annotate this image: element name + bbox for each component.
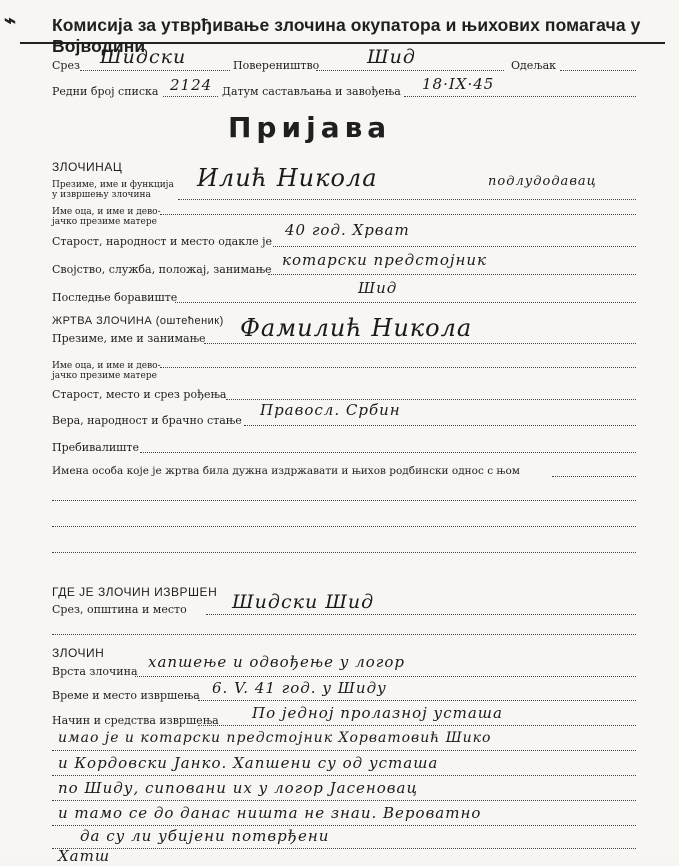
perpetrator-age-label: Старост, народност и место одакле је bbox=[52, 235, 272, 248]
odeljak-label: Одељак bbox=[511, 59, 557, 72]
srez-value: Шидски bbox=[100, 46, 187, 68]
crime-type-label: Врста злочина bbox=[52, 665, 138, 678]
victim-name-line bbox=[204, 343, 636, 344]
crime-time-label: Време и место извршења bbox=[52, 689, 200, 702]
perpetrator-status-label: Својство, служба, положај, занимање bbox=[52, 263, 272, 276]
victim-parents-label-2: јачко презиме матере bbox=[52, 371, 157, 381]
victim-religion-value: Правосл. Србин bbox=[260, 401, 401, 419]
victim-parents-label-1: Име оца, и име и дево- bbox=[52, 361, 161, 371]
form-title: Пријава bbox=[228, 111, 392, 144]
crime-method-line: и тамо се до данас ништа не знаи. Вероватно bbox=[58, 804, 482, 822]
victim-dependents-line-1 bbox=[52, 500, 636, 501]
redni-broj-label: Редни број списка bbox=[52, 85, 159, 98]
crime-method-line: и Кордовски Јанко. Хапшени су од усташа bbox=[58, 754, 439, 772]
crime-method-line-0 bbox=[198, 725, 636, 726]
perpetrator-age-value: 40 год. Хрват bbox=[285, 221, 410, 239]
crime-method-line: имао је и котарски предстојник Хорватовић Шико bbox=[58, 730, 492, 746]
victim-dependents-line-3 bbox=[52, 552, 636, 553]
redni-broj-value: 2124 bbox=[170, 76, 213, 94]
poverenistvo-line bbox=[316, 70, 504, 71]
crime-method-line-5 bbox=[52, 848, 636, 849]
crime-method-line: да су ли убијени потврђени bbox=[80, 827, 330, 845]
victim-name-label: Презиме, име и занимање bbox=[52, 332, 206, 345]
handwritten-mark: ⌁ bbox=[4, 10, 17, 32]
perpetrator-residence-label: Последње боравиште bbox=[52, 291, 178, 304]
datum-value: 18·IX·45 bbox=[422, 75, 495, 93]
victim-birth-label: Старост, место и срез рођења bbox=[52, 388, 227, 401]
crime-type-value: хапшење и одвођење у логор bbox=[148, 653, 405, 671]
location-place-label: Срез, општина и место bbox=[52, 603, 187, 616]
crime-method-line: Хатш bbox=[58, 847, 111, 865]
crime-heading: ЗЛОЧИН bbox=[52, 646, 105, 660]
victim-residence-line bbox=[140, 452, 636, 453]
victim-dependents-line-0 bbox=[552, 476, 636, 477]
redni-broj-line bbox=[163, 96, 218, 97]
perpetrator-name-value: Илић Никола bbox=[197, 164, 378, 192]
crime-time-value: 6. V. 41 год. у Шиду bbox=[212, 679, 387, 697]
location-place-line bbox=[206, 614, 636, 615]
victim-name-value: Фамилић Никола bbox=[240, 314, 473, 342]
perpetrator-status-line bbox=[268, 274, 636, 275]
victim-religion-line bbox=[244, 425, 636, 426]
perpetrator-age-line bbox=[273, 246, 636, 247]
commission-title: Комисија за утврђивање злочина окупатора и њихових помагача у Војводини bbox=[52, 15, 641, 56]
crime-method-line: По једној пролазној усташа bbox=[252, 704, 503, 722]
crime-method-label: Начин и средства извршења bbox=[52, 714, 219, 727]
form-header bbox=[20, 6, 665, 56]
crime-type-line bbox=[135, 676, 636, 677]
poverenistvo-value: Шид bbox=[367, 46, 416, 68]
crime-method-line-1 bbox=[52, 750, 636, 751]
perpetrator-name-label-2: у извршењу злочина bbox=[52, 190, 151, 200]
perpetrator-function-value: подлудодавац bbox=[488, 174, 597, 189]
perpetrator-parents-label-2: јачко презиме матере bbox=[52, 217, 157, 227]
crime-method-line-3 bbox=[52, 800, 636, 801]
crime-method-line: по Шиду, сиповани их у логор Јасеновац bbox=[58, 779, 418, 797]
odeljak-line bbox=[560, 70, 636, 71]
perpetrator-heading: ЗЛОЧИНАЦ bbox=[52, 160, 123, 174]
victim-dependents-line-2 bbox=[52, 526, 636, 527]
perpetrator-name-line bbox=[178, 199, 636, 200]
perpetrator-residence-line bbox=[175, 302, 636, 303]
crime-method-line-2 bbox=[52, 775, 636, 776]
perpetrator-parents-line bbox=[160, 214, 636, 215]
datum-line bbox=[404, 96, 636, 97]
perpetrator-status-value: котарски предстојник bbox=[282, 251, 487, 269]
poverenistvo-label: Повереништво bbox=[233, 59, 320, 72]
perpetrator-parents-label-1: Име оца, и име и дево- bbox=[52, 207, 161, 217]
victim-heading: ЖРТВА ЗЛОЧИНА (оштећеник) bbox=[52, 315, 224, 327]
location-extra-line bbox=[52, 634, 636, 635]
srez-label: Срез bbox=[52, 59, 80, 72]
victim-religion-label: Вера, народност и брачно стање bbox=[52, 414, 242, 427]
perpetrator-name-label-1: Презиме, име и функција bbox=[52, 180, 174, 190]
victim-parents-line bbox=[160, 367, 636, 368]
datum-label: Датум састављања и завођења bbox=[222, 85, 401, 98]
location-place-value: Шидски Шид bbox=[232, 591, 375, 613]
location-heading: ГДЕ ЈЕ ЗЛОЧИН ИЗВРШЕН bbox=[52, 585, 218, 599]
victim-residence-label: Пребивалиште bbox=[52, 441, 139, 454]
victim-dependents-label: Имена особа које је жртва била дужна издржавати и њихов родбински однос с њом bbox=[52, 465, 520, 477]
srez-line bbox=[80, 70, 230, 71]
crime-time-line bbox=[198, 700, 636, 701]
perpetrator-residence-value: Шид bbox=[358, 279, 398, 297]
